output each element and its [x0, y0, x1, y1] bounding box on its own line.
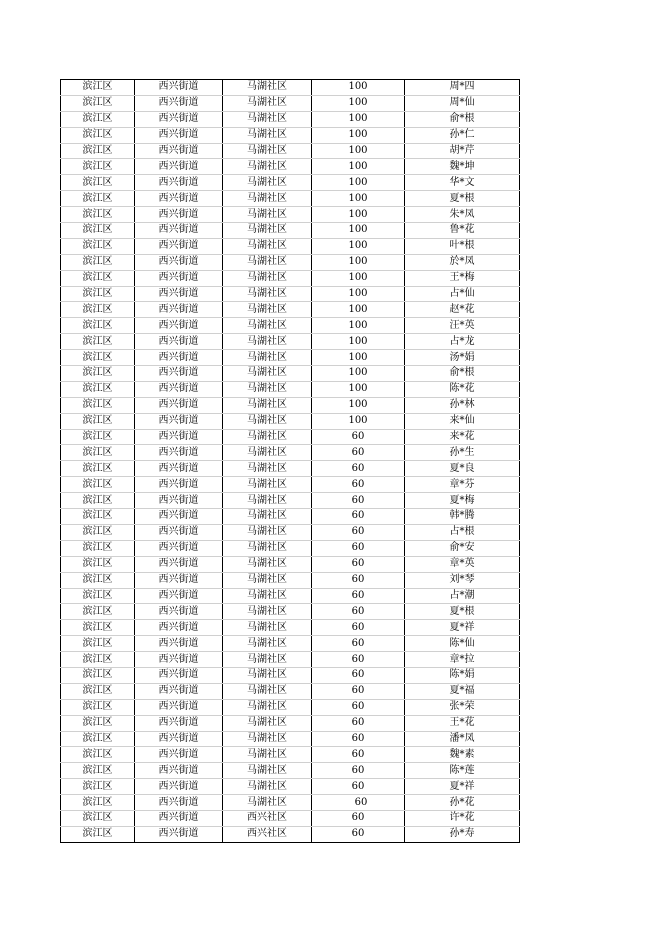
table-row — [61, 191, 520, 207]
street-cell: 西兴街道 — [135, 763, 223, 779]
district-cell: 滨江区 — [61, 334, 135, 350]
table-row — [61, 588, 520, 604]
district-cell: 滨江区 — [61, 763, 135, 779]
community-cell: 马湖社区 — [223, 366, 312, 382]
table-row — [61, 95, 520, 111]
community-cell: 马湖社区 — [223, 477, 312, 493]
district-cell: 滨江区 — [61, 540, 135, 556]
table-row — [61, 286, 520, 302]
street-cell: 西兴街道 — [135, 223, 223, 239]
street-cell: 西兴街道 — [135, 111, 223, 127]
community-cell: 马湖社区 — [223, 381, 312, 397]
community-cell: 马湖社区 — [223, 270, 312, 286]
name-cell: 来*花 — [405, 429, 520, 445]
amount-cell: 100 — [312, 191, 405, 207]
community-cell: 马湖社区 — [223, 80, 312, 96]
district-cell: 滨江区 — [61, 652, 135, 668]
amount-cell: 100 — [312, 95, 405, 111]
community-cell: 马湖社区 — [223, 143, 312, 159]
name-cell: 周*仙 — [405, 95, 520, 111]
street-cell: 西兴街道 — [135, 334, 223, 350]
street-cell: 西兴街道 — [135, 95, 223, 111]
name-cell: 胡*芹 — [405, 143, 520, 159]
table-row — [61, 381, 520, 397]
name-cell: 章*芬 — [405, 477, 520, 493]
amount-cell: 60 — [312, 588, 405, 604]
name-cell: 夏*根 — [405, 604, 520, 620]
district-cell: 滨江区 — [61, 350, 135, 366]
amount-cell: 100 — [312, 223, 405, 239]
name-cell: 陈*莲 — [405, 763, 520, 779]
district-cell: 滨江区 — [61, 604, 135, 620]
roster-table-body — [61, 80, 520, 843]
district-cell: 滨江区 — [61, 286, 135, 302]
table-row — [61, 270, 520, 286]
community-cell: 马湖社区 — [223, 350, 312, 366]
community-cell: 马湖社区 — [223, 683, 312, 699]
community-cell: 马湖社区 — [223, 159, 312, 175]
community-cell: 西兴社区 — [223, 810, 312, 826]
street-cell: 西兴街道 — [135, 636, 223, 652]
amount-cell: 60 — [312, 509, 405, 525]
name-cell: 於*凤 — [405, 254, 520, 270]
amount-cell: 60 — [312, 747, 405, 763]
amount-cell: 60 — [312, 445, 405, 461]
district-cell: 滨江区 — [61, 795, 135, 811]
name-cell: 王*花 — [405, 715, 520, 731]
table-row — [61, 524, 520, 540]
community-cell: 马湖社区 — [223, 445, 312, 461]
amount-cell: 60 — [312, 667, 405, 683]
name-cell: 俞*根 — [405, 366, 520, 382]
street-cell: 西兴街道 — [135, 493, 223, 509]
community-cell: 马湖社区 — [223, 620, 312, 636]
amount-cell: 60 — [312, 795, 405, 811]
street-cell: 西兴街道 — [135, 652, 223, 668]
district-cell: 滨江区 — [61, 223, 135, 239]
community-cell: 马湖社区 — [223, 175, 312, 191]
name-cell: 魏*坤 — [405, 159, 520, 175]
street-cell: 西兴街道 — [135, 461, 223, 477]
community-cell: 马湖社区 — [223, 795, 312, 811]
street-cell: 西兴街道 — [135, 270, 223, 286]
amount-cell: 60 — [312, 572, 405, 588]
table-row — [61, 350, 520, 366]
name-cell: 潘*凤 — [405, 731, 520, 747]
table-row — [61, 127, 520, 143]
street-cell: 西兴街道 — [135, 191, 223, 207]
name-cell: 华*文 — [405, 175, 520, 191]
community-cell: 马湖社区 — [223, 540, 312, 556]
table-row — [61, 80, 520, 96]
street-cell: 西兴街道 — [135, 207, 223, 223]
table-row — [61, 699, 520, 715]
community-cell: 马湖社区 — [223, 429, 312, 445]
amount-cell: 100 — [312, 397, 405, 413]
amount-cell: 60 — [312, 556, 405, 572]
name-cell: 章*英 — [405, 556, 520, 572]
community-cell: 马湖社区 — [223, 397, 312, 413]
name-cell: 陈*花 — [405, 381, 520, 397]
table-row — [61, 667, 520, 683]
amount-cell: 100 — [312, 413, 405, 429]
community-cell: 马湖社区 — [223, 731, 312, 747]
name-cell: 刘*琴 — [405, 572, 520, 588]
name-cell: 汤*娟 — [405, 350, 520, 366]
street-cell: 西兴街道 — [135, 604, 223, 620]
amount-cell: 100 — [312, 143, 405, 159]
district-cell: 滨江区 — [61, 238, 135, 254]
table-row — [61, 810, 520, 826]
amount-cell: 60 — [312, 826, 405, 842]
district-cell: 滨江区 — [61, 588, 135, 604]
street-cell: 西兴街道 — [135, 524, 223, 540]
amount-cell: 100 — [312, 254, 405, 270]
table-row — [61, 715, 520, 731]
district-cell: 滨江区 — [61, 572, 135, 588]
district-cell: 滨江区 — [61, 683, 135, 699]
table-row — [61, 747, 520, 763]
table-row — [61, 175, 520, 191]
street-cell: 西兴街道 — [135, 509, 223, 525]
street-cell: 西兴街道 — [135, 556, 223, 572]
name-cell: 夏*祥 — [405, 779, 520, 795]
name-cell: 夏*良 — [405, 461, 520, 477]
street-cell: 西兴街道 — [135, 540, 223, 556]
name-cell: 周*四 — [405, 80, 520, 96]
amount-cell: 60 — [312, 620, 405, 636]
amount-cell: 60 — [312, 636, 405, 652]
amount-cell: 100 — [312, 111, 405, 127]
community-cell: 马湖社区 — [223, 699, 312, 715]
name-cell: 张*荣 — [405, 699, 520, 715]
street-cell: 西兴街道 — [135, 747, 223, 763]
community-cell: 马湖社区 — [223, 779, 312, 795]
street-cell: 西兴街道 — [135, 429, 223, 445]
district-cell: 滨江区 — [61, 667, 135, 683]
table-row — [61, 111, 520, 127]
community-cell: 马湖社区 — [223, 493, 312, 509]
name-cell: 夏*祥 — [405, 620, 520, 636]
table-row — [61, 763, 520, 779]
community-cell: 马湖社区 — [223, 667, 312, 683]
community-cell: 马湖社区 — [223, 254, 312, 270]
table-row — [61, 556, 520, 572]
table-row — [61, 254, 520, 270]
amount-cell: 60 — [312, 810, 405, 826]
street-cell: 西兴街道 — [135, 683, 223, 699]
district-cell: 滨江区 — [61, 477, 135, 493]
street-cell: 西兴街道 — [135, 366, 223, 382]
street-cell: 西兴街道 — [135, 254, 223, 270]
street-cell: 西兴街道 — [135, 381, 223, 397]
district-cell: 滨江区 — [61, 509, 135, 525]
name-cell: 王*梅 — [405, 270, 520, 286]
community-cell: 马湖社区 — [223, 652, 312, 668]
amount-cell: 60 — [312, 779, 405, 795]
street-cell: 西兴街道 — [135, 826, 223, 842]
table-row — [61, 334, 520, 350]
district-cell: 滨江区 — [61, 699, 135, 715]
street-cell: 西兴街道 — [135, 127, 223, 143]
community-cell: 马湖社区 — [223, 127, 312, 143]
name-cell: 叶*根 — [405, 238, 520, 254]
community-cell: 马湖社区 — [223, 318, 312, 334]
community-cell: 马湖社区 — [223, 604, 312, 620]
name-cell: 陈*娟 — [405, 667, 520, 683]
street-cell: 西兴街道 — [135, 397, 223, 413]
street-cell: 西兴街道 — [135, 143, 223, 159]
street-cell: 西兴街道 — [135, 413, 223, 429]
community-cell: 马湖社区 — [223, 286, 312, 302]
name-cell: 占*潮 — [405, 588, 520, 604]
amount-cell: 60 — [312, 540, 405, 556]
amount-cell: 60 — [312, 429, 405, 445]
table-row — [61, 795, 520, 811]
name-cell: 陈*仙 — [405, 636, 520, 652]
district-cell: 滨江区 — [61, 810, 135, 826]
street-cell: 西兴街道 — [135, 572, 223, 588]
district-cell: 滨江区 — [61, 270, 135, 286]
name-cell: 孙*花 — [405, 795, 520, 811]
name-cell: 赵*花 — [405, 302, 520, 318]
community-cell: 西兴社区 — [223, 826, 312, 842]
community-cell: 马湖社区 — [223, 636, 312, 652]
table-row — [61, 238, 520, 254]
table-row — [61, 683, 520, 699]
district-cell: 滨江区 — [61, 159, 135, 175]
community-cell: 马湖社区 — [223, 572, 312, 588]
district-cell: 滨江区 — [61, 191, 135, 207]
street-cell: 西兴街道 — [135, 715, 223, 731]
street-cell: 西兴街道 — [135, 477, 223, 493]
amount-cell: 100 — [312, 127, 405, 143]
table-row — [61, 572, 520, 588]
amount-cell: 100 — [312, 159, 405, 175]
district-cell: 滨江区 — [61, 524, 135, 540]
name-cell: 占*仙 — [405, 286, 520, 302]
street-cell: 西兴街道 — [135, 620, 223, 636]
amount-cell: 100 — [312, 270, 405, 286]
amount-cell: 60 — [312, 683, 405, 699]
table-row — [61, 445, 520, 461]
amount-cell: 100 — [312, 381, 405, 397]
street-cell: 西兴街道 — [135, 445, 223, 461]
name-cell: 鲁*花 — [405, 223, 520, 239]
amount-cell: 60 — [312, 524, 405, 540]
amount-cell: 60 — [312, 493, 405, 509]
community-cell: 马湖社区 — [223, 747, 312, 763]
district-cell: 滨江区 — [61, 366, 135, 382]
table-row — [61, 493, 520, 509]
street-cell: 西兴街道 — [135, 731, 223, 747]
district-cell: 滨江区 — [61, 397, 135, 413]
name-cell: 俞*安 — [405, 540, 520, 556]
district-cell: 滨江区 — [61, 175, 135, 191]
district-cell: 滨江区 — [61, 715, 135, 731]
roster-table — [60, 79, 520, 843]
community-cell: 马湖社区 — [223, 524, 312, 540]
district-cell: 滨江区 — [61, 318, 135, 334]
district-cell: 滨江区 — [61, 636, 135, 652]
name-cell: 来*仙 — [405, 413, 520, 429]
street-cell: 西兴街道 — [135, 302, 223, 318]
name-cell: 孙*仁 — [405, 127, 520, 143]
amount-cell: 100 — [312, 238, 405, 254]
community-cell: 马湖社区 — [223, 715, 312, 731]
street-cell: 西兴街道 — [135, 810, 223, 826]
table-row — [61, 731, 520, 747]
name-cell: 占*龙 — [405, 334, 520, 350]
amount-cell: 60 — [312, 461, 405, 477]
amount-cell: 60 — [312, 715, 405, 731]
amount-cell: 60 — [312, 699, 405, 715]
table-row — [61, 366, 520, 382]
table-row — [61, 477, 520, 493]
table-row — [61, 223, 520, 239]
table-row — [61, 159, 520, 175]
table-row — [61, 636, 520, 652]
table-row — [61, 779, 520, 795]
name-cell: 占*根 — [405, 524, 520, 540]
community-cell: 马湖社区 — [223, 334, 312, 350]
amount-cell: 100 — [312, 80, 405, 96]
amount-cell: 100 — [312, 207, 405, 223]
street-cell: 西兴街道 — [135, 238, 223, 254]
amount-cell: 100 — [312, 175, 405, 191]
amount-cell: 100 — [312, 318, 405, 334]
district-cell: 滨江区 — [61, 493, 135, 509]
name-cell: 韩*腾 — [405, 509, 520, 525]
district-cell: 滨江区 — [61, 111, 135, 127]
street-cell: 西兴街道 — [135, 779, 223, 795]
district-cell: 滨江区 — [61, 779, 135, 795]
table-row — [61, 318, 520, 334]
table-row — [61, 620, 520, 636]
community-cell: 马湖社区 — [223, 95, 312, 111]
table-row — [61, 429, 520, 445]
table-row — [61, 302, 520, 318]
district-cell: 滨江区 — [61, 413, 135, 429]
community-cell: 马湖社区 — [223, 191, 312, 207]
community-cell: 马湖社区 — [223, 207, 312, 223]
street-cell: 西兴街道 — [135, 286, 223, 302]
community-cell: 马湖社区 — [223, 556, 312, 572]
street-cell: 西兴街道 — [135, 588, 223, 604]
name-cell: 孙*林 — [405, 397, 520, 413]
amount-cell: 60 — [312, 477, 405, 493]
district-cell: 滨江区 — [61, 127, 135, 143]
table-row — [61, 413, 520, 429]
district-cell: 滨江区 — [61, 302, 135, 318]
table-row — [61, 826, 520, 842]
street-cell: 西兴街道 — [135, 318, 223, 334]
amount-cell: 60 — [312, 652, 405, 668]
street-cell: 西兴街道 — [135, 667, 223, 683]
district-cell: 滨江区 — [61, 445, 135, 461]
district-cell: 滨江区 — [61, 731, 135, 747]
table-row — [61, 652, 520, 668]
community-cell: 马湖社区 — [223, 413, 312, 429]
street-cell: 西兴街道 — [135, 159, 223, 175]
name-cell: 魏*素 — [405, 747, 520, 763]
district-cell: 滨江区 — [61, 747, 135, 763]
amount-cell: 100 — [312, 366, 405, 382]
community-cell: 马湖社区 — [223, 223, 312, 239]
amount-cell: 100 — [312, 302, 405, 318]
street-cell: 西兴街道 — [135, 350, 223, 366]
table-row — [61, 540, 520, 556]
community-cell: 马湖社区 — [223, 588, 312, 604]
district-cell: 滨江区 — [61, 143, 135, 159]
district-cell: 滨江区 — [61, 826, 135, 842]
district-cell: 滨江区 — [61, 254, 135, 270]
amount-cell: 100 — [312, 286, 405, 302]
table-row — [61, 461, 520, 477]
district-cell: 滨江区 — [61, 95, 135, 111]
name-cell: 夏*梅 — [405, 493, 520, 509]
district-cell: 滨江区 — [61, 556, 135, 572]
district-cell: 滨江区 — [61, 207, 135, 223]
table-row — [61, 207, 520, 223]
street-cell: 西兴街道 — [135, 80, 223, 96]
district-cell: 滨江区 — [61, 381, 135, 397]
street-cell: 西兴街道 — [135, 175, 223, 191]
amount-cell: 60 — [312, 763, 405, 779]
community-cell: 马湖社区 — [223, 302, 312, 318]
community-cell: 马湖社区 — [223, 461, 312, 477]
name-cell: 孙*生 — [405, 445, 520, 461]
name-cell: 许*花 — [405, 810, 520, 826]
name-cell: 俞*根 — [405, 111, 520, 127]
district-cell: 滨江区 — [61, 461, 135, 477]
street-cell: 西兴街道 — [135, 795, 223, 811]
name-cell: 夏*根 — [405, 191, 520, 207]
table-row — [61, 143, 520, 159]
name-cell: 孙*寿 — [405, 826, 520, 842]
community-cell: 马湖社区 — [223, 111, 312, 127]
name-cell: 朱*凤 — [405, 207, 520, 223]
district-cell: 滨江区 — [61, 80, 135, 96]
table-row — [61, 397, 520, 413]
amount-cell: 60 — [312, 604, 405, 620]
amount-cell: 100 — [312, 350, 405, 366]
district-cell: 滨江区 — [61, 620, 135, 636]
street-cell: 西兴街道 — [135, 699, 223, 715]
table-row — [61, 604, 520, 620]
community-cell: 马湖社区 — [223, 763, 312, 779]
community-cell: 马湖社区 — [223, 509, 312, 525]
name-cell: 夏*福 — [405, 683, 520, 699]
name-cell: 章*拉 — [405, 652, 520, 668]
table-row — [61, 509, 520, 525]
district-cell: 滨江区 — [61, 429, 135, 445]
amount-cell: 100 — [312, 334, 405, 350]
amount-cell: 60 — [312, 731, 405, 747]
name-cell: 汪*英 — [405, 318, 520, 334]
community-cell: 马湖社区 — [223, 238, 312, 254]
